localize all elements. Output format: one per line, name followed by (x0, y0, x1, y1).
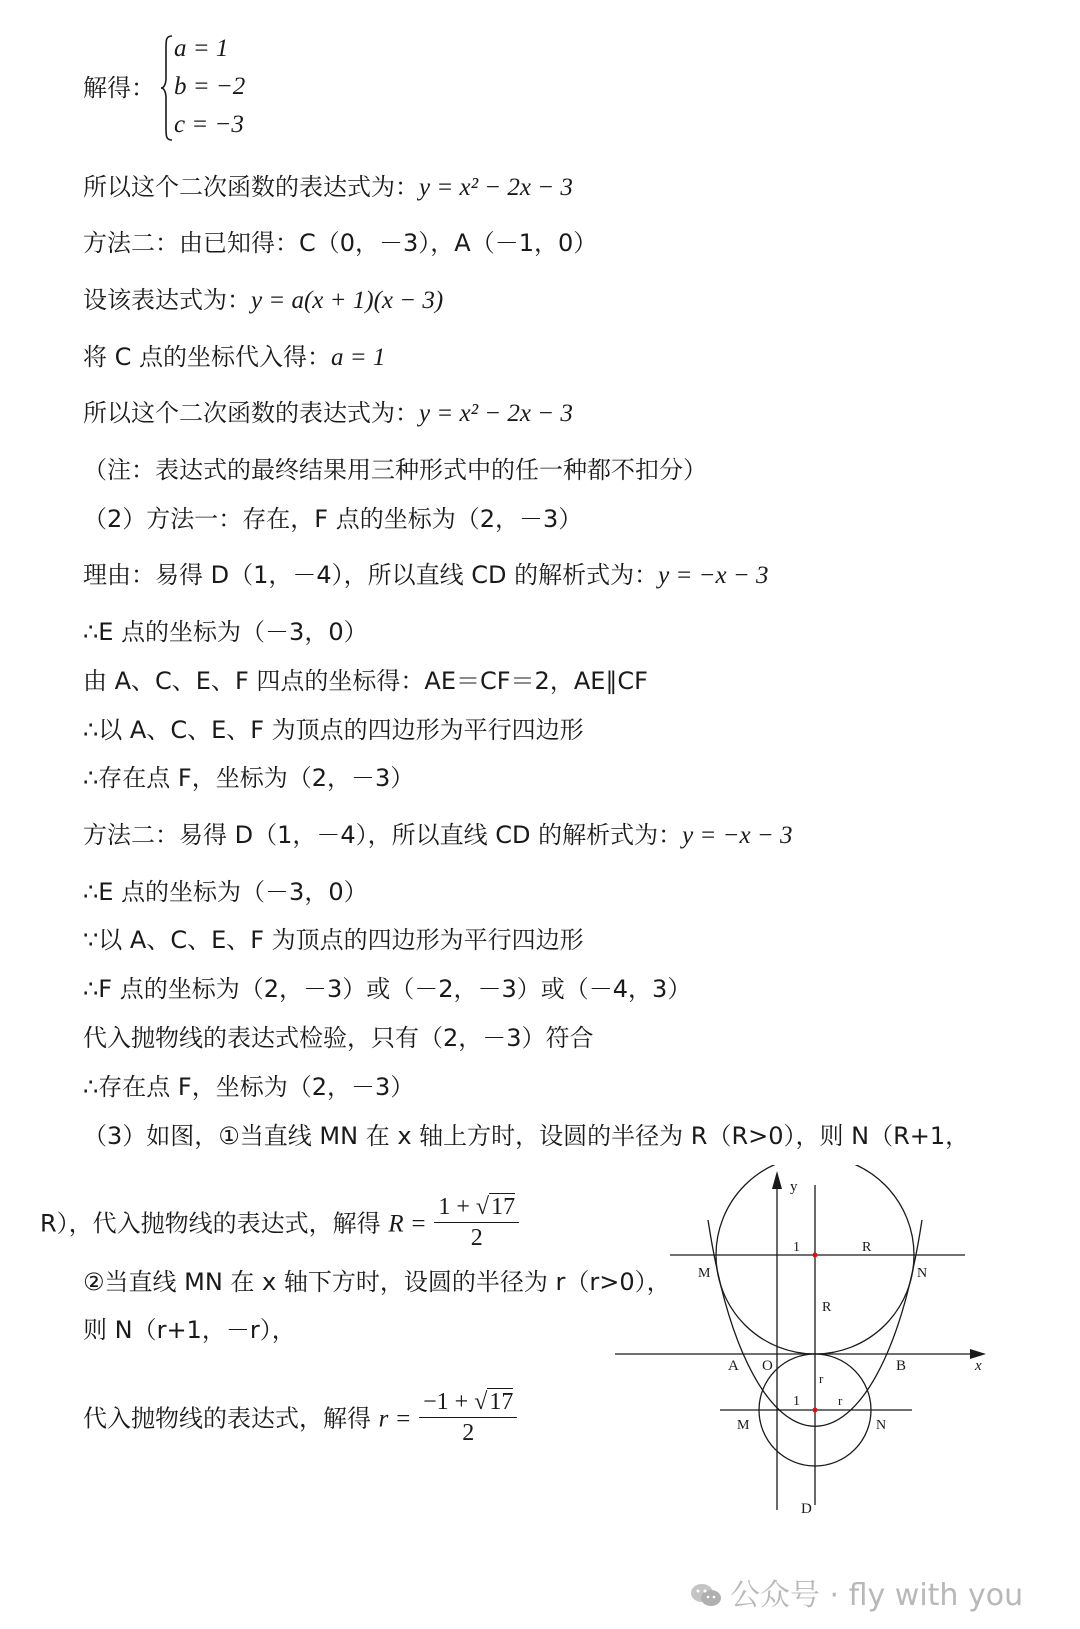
label-N-upper: N (917, 1266, 928, 1281)
formula: y = x² − 2x − 3 (419, 400, 573, 427)
center-upper (813, 1253, 818, 1258)
line-1 (83, 171, 573, 204)
equation-system (160, 32, 250, 144)
line-18: ∴存在点 F，坐标为（2，－3） (83, 1073, 415, 1101)
formula: y = a(x + 1)(x − 3) (251, 287, 444, 314)
text: 方法二：易得 D（1，－4），所以直线 CD 的解析式为： (83, 821, 683, 849)
sqrt-icon: √ (475, 1194, 490, 1220)
line-2: 方法二：由已知得：C（0，－3），A（－1，0） (83, 229, 598, 257)
label-D: D (801, 1501, 812, 1517)
num: 1 + (438, 1194, 476, 1220)
line-19: （3）如图，①当直线 MN 在 x 轴上方时，设圆的半径为 R（R>0），则 N（R+1， (83, 1122, 970, 1150)
wechat-icon (690, 1582, 722, 1608)
line-22: 则 N（r+1，－r）， (83, 1316, 296, 1344)
line-8 (83, 559, 768, 592)
label-r-vertical: r (819, 1371, 824, 1386)
sqrt-icon: √ (474, 1389, 488, 1415)
eq-a: a = 1 (174, 35, 229, 62)
line-14: ∴E 点的坐标为（－3，0） (83, 878, 368, 906)
text: 将 C 点的坐标代入得： (83, 343, 332, 371)
label-M-upper: M (698, 1266, 711, 1281)
line-23 (83, 1389, 517, 1450)
line-7: （2）方法一：存在，F 点的坐标为（2，－3） (83, 505, 583, 533)
label-r-horizontal: r (838, 1393, 843, 1408)
label-B: B (896, 1358, 907, 1374)
formula: y = −x − 3 (682, 822, 793, 849)
den: 2 (470, 1225, 483, 1251)
label-one-lower: 1 (793, 1394, 800, 1409)
text: R），代入抛物线的表达式，解得 (40, 1209, 381, 1238)
line-17: 代入抛物线的表达式检验，只有（2，－3）符合 (83, 1024, 594, 1052)
system-label: 解得： (83, 74, 155, 102)
line-5 (83, 397, 573, 430)
formula: y = −x − 3 (658, 562, 769, 589)
line-3 (83, 284, 443, 317)
var-R: R = (388, 1210, 427, 1238)
brace-icon (160, 32, 174, 144)
label-R-horizontal: R (862, 1240, 872, 1255)
watermark-prefix: 公众号 · (730, 1578, 849, 1613)
eq-b: b = −2 (174, 73, 246, 100)
line-10: 由 A、C、E、F 四点的坐标得：AE＝CF＝2，AE∥CF (83, 667, 648, 695)
line-21: ②当直线 MN 在 x 轴下方时，设圆的半径为 r（r>0）， (83, 1268, 671, 1296)
line-4 (83, 341, 385, 374)
line-note: （注：表达式的最终结果用三种形式中的任一种都不扣分） (83, 456, 707, 484)
label-A: A (728, 1358, 739, 1374)
formula: y = x² − 2x − 3 (419, 174, 573, 201)
eq-c: c = −3 (174, 111, 244, 138)
radicand: 17 (491, 1194, 516, 1220)
watermark-name: fly with you (848, 1578, 1024, 1613)
fraction-r (419, 1387, 517, 1448)
label-y: y (790, 1179, 798, 1195)
label-R-vertical: R (822, 1300, 832, 1315)
line-9: ∴E 点的坐标为（－3，0） (83, 618, 368, 646)
line-13 (83, 819, 792, 852)
y-arrow-icon (772, 1171, 782, 1189)
radicand: 17 (489, 1389, 514, 1415)
den: 2 (462, 1420, 475, 1446)
formula: a = 1 (331, 344, 386, 371)
line-16: ∴F 点的坐标为（2，－3）或（－2，－3）或（－4，3） (83, 975, 692, 1003)
text: 所以这个二次函数的表达式为： (83, 173, 419, 201)
line-15: ∵以 A、C、E、F 为顶点的四边形为平行四边形 (83, 926, 584, 954)
line-11: ∴以 A、C、E、F 为顶点的四边形为平行四边形 (83, 716, 584, 744)
text: 设该表达式为： (83, 286, 251, 314)
line-12: ∴存在点 F，坐标为（2，－3） (83, 764, 415, 792)
label-x: x (975, 1358, 982, 1374)
label-N-lower: N (876, 1418, 887, 1433)
parabola-circles-figure (610, 1165, 1000, 1525)
num: −1 + (423, 1389, 475, 1415)
label-one-upper: 1 (793, 1240, 800, 1255)
text: 理由：易得 D（1，－4），所以直线 CD 的解析式为： (83, 561, 659, 589)
line-20 (40, 1194, 519, 1255)
text: 代入抛物线的表达式，解得 (83, 1404, 371, 1433)
center-lower (813, 1408, 818, 1413)
label-O: O (762, 1358, 773, 1374)
label-M-lower: M (737, 1418, 750, 1433)
fraction-R (434, 1192, 519, 1253)
var-r: r = (378, 1405, 412, 1433)
watermark (690, 1570, 1023, 1614)
text: 所以这个二次函数的表达式为： (83, 399, 419, 427)
